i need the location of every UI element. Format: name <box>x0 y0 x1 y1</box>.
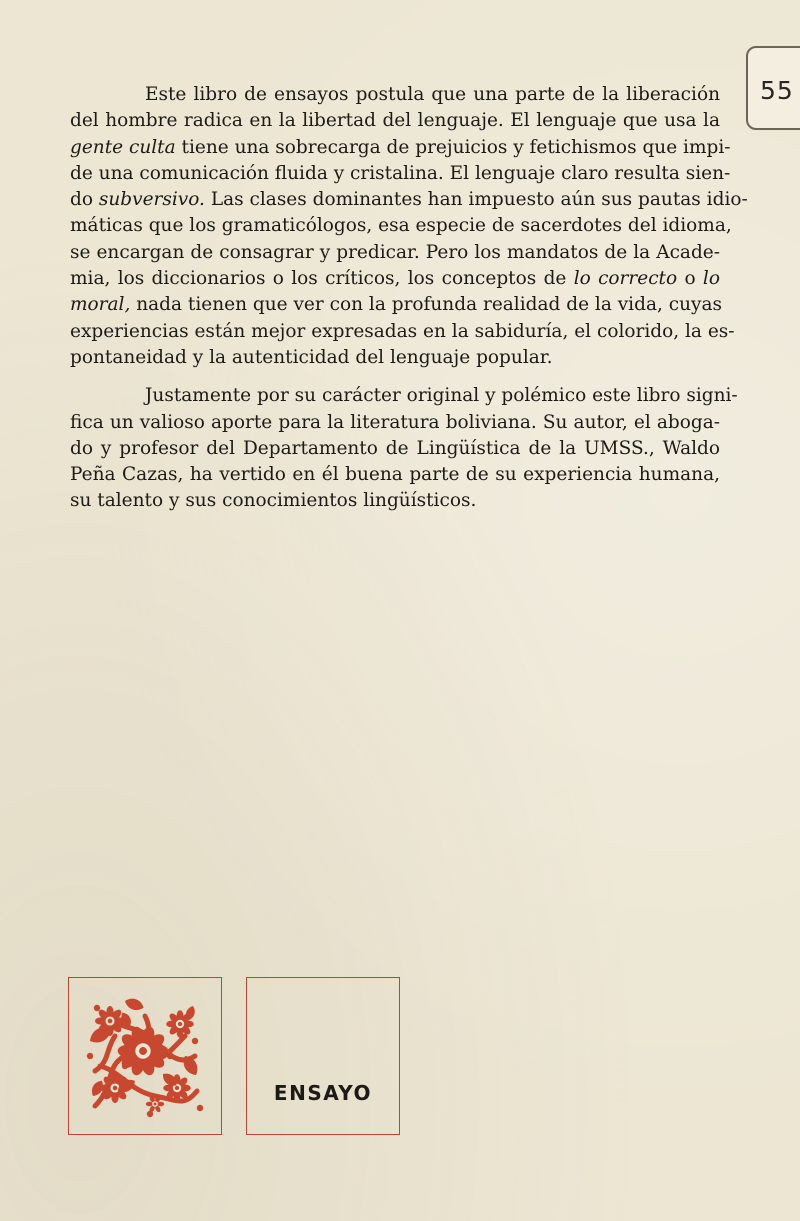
text-line <box>70 161 731 187</box>
text-segment: Peña Cazas, ha vertido en él buena parte de su experiencia humana, <box>70 464 720 486</box>
back-cover-text <box>70 82 748 515</box>
text-line <box>70 383 738 409</box>
italic-segment: lo correcto <box>573 268 678 290</box>
text-segment: máticas que los gramaticólogos, esa especie de sacerdotes del idioma, <box>70 215 732 237</box>
text-line <box>70 410 720 436</box>
text-line <box>70 488 720 514</box>
text-line <box>70 345 720 371</box>
text-segment: mia, los diccionarios o los críticos, los conceptos de <box>70 268 574 290</box>
text-line <box>70 462 720 488</box>
text-line <box>70 213 732 239</box>
floral-ornament-icon <box>85 996 205 1118</box>
text-line <box>70 108 720 134</box>
italic-segment: moral, <box>70 294 131 316</box>
text-line <box>70 82 720 108</box>
text-line <box>70 135 731 161</box>
text-segment: do y profesor del Departamento de Lingüística de la UMSS., Waldo <box>70 437 720 459</box>
text-line <box>70 292 720 318</box>
text-segment: de una comunicación fluida y cristalina. El lenguaje claro resulta sien- <box>70 162 731 184</box>
italic-segment: gente culta <box>70 136 176 158</box>
text-segment: experiencias están mejor expresadas en la sabiduría, el colorido, la es- <box>70 320 735 342</box>
italic-segment: lo <box>702 268 720 290</box>
text-segment: nada tienen que ver con la profunda realidad de la vida, cuyas <box>130 294 722 316</box>
text-line <box>70 240 720 266</box>
text-segment: del hombre radica en la libertad del lenguaje. El lenguaje que usa la <box>70 110 720 132</box>
text-line <box>70 187 748 213</box>
text-segment: Justamente por su carácter original y polémico este libro signi- <box>145 385 738 407</box>
text-segment: Este libro de ensayos postula que una parte de la liberación <box>145 84 720 105</box>
library-sticker <box>746 46 800 130</box>
text-line <box>70 436 720 462</box>
text-segment: do <box>70 189 99 211</box>
paragraph <box>70 383 738 514</box>
paragraph <box>70 82 748 371</box>
text-segment: pontaneidad y la autenticidad del lenguaje popular. <box>70 346 553 368</box>
text-segment: se encargan de consagrar y predicar. Pero los mandatos de la Acade- <box>70 241 720 263</box>
text-segment: Las clases dominantes han impuesto aún sus pautas idio- <box>204 189 748 211</box>
text-segment: fica un valioso aporte para la literatura boliviana. Su autor, el aboga- <box>70 411 720 433</box>
sticker-number: 55 <box>760 76 794 105</box>
text-segment: o <box>677 268 703 290</box>
text-line <box>70 266 720 292</box>
text-segment: su talento y sus conocimientos lingüísticos. <box>70 490 477 512</box>
emblem-box <box>68 977 222 1135</box>
text-line <box>70 319 735 345</box>
genre-box <box>246 977 400 1135</box>
genre-label: ENSAYO <box>273 1081 373 1105</box>
text-segment: tiene una sobrecarga de prejuicios y fetichismos que impi- <box>175 136 731 158</box>
italic-segment: subversivo. <box>98 189 205 211</box>
